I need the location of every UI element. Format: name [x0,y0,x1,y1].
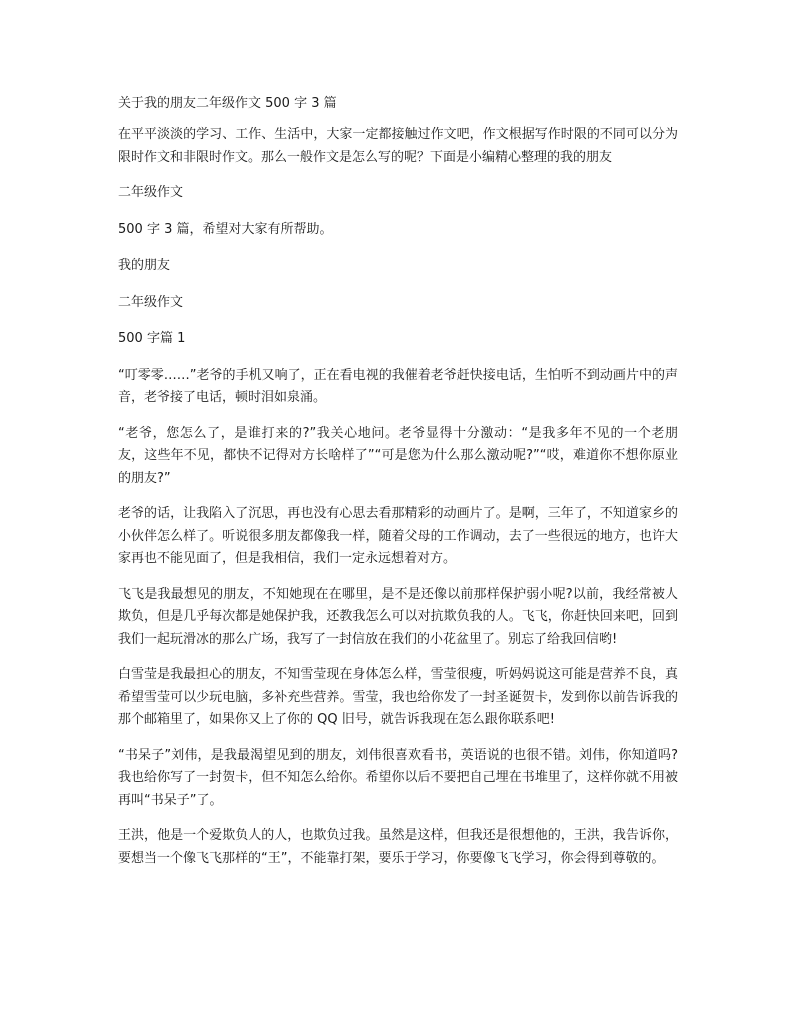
essay-heading-title: 我的朋友 [118,258,171,273]
essay-paragraph: 白雪莹是我最担心的朋友，不知雪莹现在身体怎么样，雪莹很瘦，听妈妈说这可能是营养不良，真希望雪莹可以少玩电脑，多补充些营养。雪莹，我也给你发了一封圣诞贺卡，发到你以前告诉我的那个邮箱里了，如果你又上了你的 QQ 旧号，就告诉我现在怎么跟你联系吧! [118,667,678,727]
intro-line-grade: 二年级作文 [118,185,184,200]
essay-paragraph: 老爷的话，让我陷入了沉思，再也没有心思去看那精彩的动画片了。是啊，三年了，不知道家乡的小伙伴怎么样了。听说很多朋友都像我一样，随着父母的工作调动，去了一些很远的地方，也许大家再也不能见面了，但是我相信，我们一定永远想着对方。 [118,506,678,566]
essay-paragraph: “书呆子”刘伟，是我最渴望见到的朋友，刘伟很喜欢看书，英语说的也很不错。刘伟，你知道吗?我也给你写了一封贺卡，但不知怎么给你。希望你以后不要把自己埋在书堆里了，这样你就不用被再叫“书呆子”了。 [118,747,678,808]
essay-heading-number: 500 字篇 1 [118,331,186,346]
intro-line-count: 500 字 3 篇，希望对大家有所帮助。 [118,221,333,237]
intro-paragraph: 在平平淡淡的学习、工作、生活中，大家一定都接触过作文吧，作文根据写作时限的不同可以分为限时作文和非限时作文。那么一般作文是怎么写的呢？下面是小编精心整理的我的朋友 [118,127,678,165]
essay-heading-grade: 二年级作文 [118,294,184,310]
document-page [118,94,678,883]
document-title: 关于我的朋友二年级作文 500 字 3 篇 [118,96,337,111]
essay-paragraph: “叮零零……”老爷的手机又响了，正在看电视的我催着老爷赶快接电话，生怕听不到动画片中的声音，老爷接了电话，顿时泪如泉涌。 [118,367,678,405]
essay-paragraph: 飞飞是我最想见的朋友，不知她现在在哪里，是不是还像以前那样保护弱小呢?以前，我经常被人欺负，但是几乎每次都是她保护我，还教我怎么可以对抗欺负我的人。飞飞，你赶快回来吧，回到我们一起玩滑冰的那么广场，我写了一封信放在我们的小花盆里了。别忘了给我回信哟! [118,586,678,647]
essay-paragraph: “老爷，您怎么了，是谁打来的?”我关心地问。老爷显得十分激动：“是我多年不见的一个老朋友，这些年不见，都快不记得对方长啥样了”“可是您为什么那么激动呢?”“哎，难道你不想你原业的朋友?” [118,425,678,486]
essay-paragraph: 王洪，他是一个爱欺负人的人，也欺负过我。虽然是这样，但我还是很想他的，王洪，我告诉你，要想当一个像飞飞那样的“王”，不能靠打架，要乐于学习，你要像飞飞学习，你会得到尊敬的。 [118,828,678,866]
